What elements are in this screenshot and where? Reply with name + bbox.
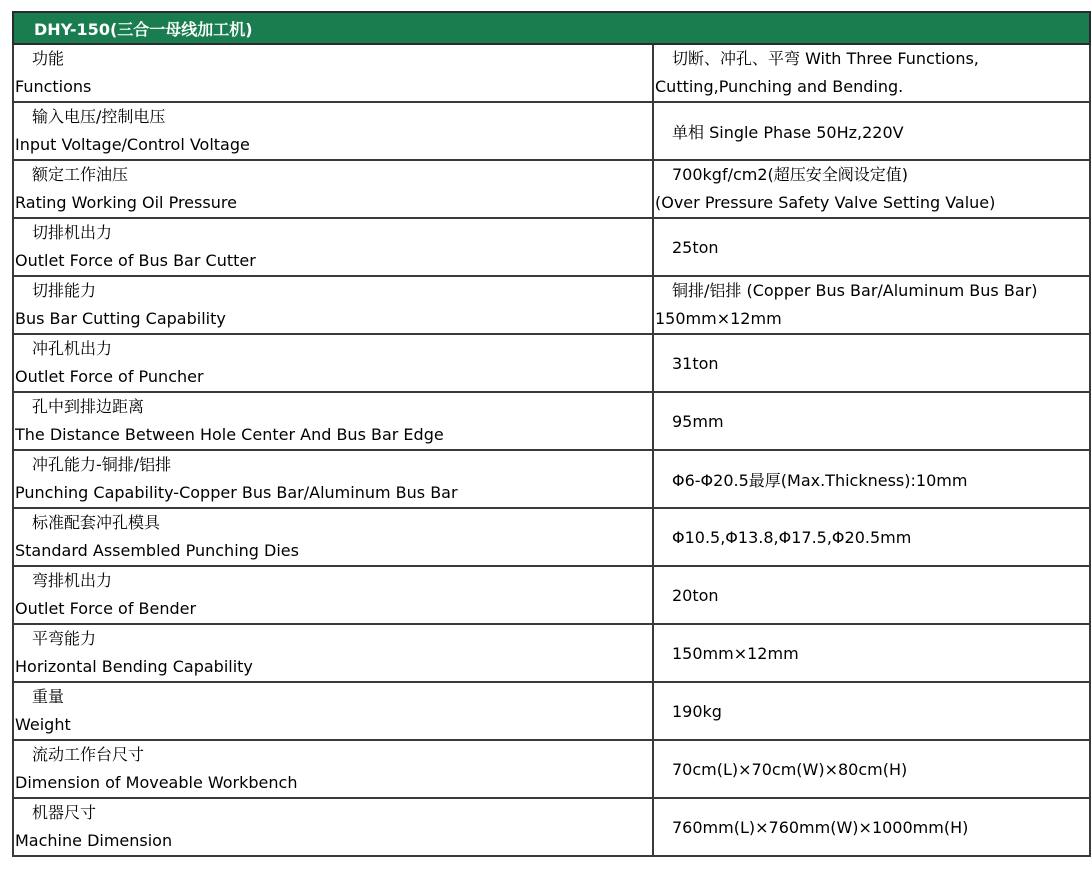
table-row — [13, 334, 1090, 392]
spec-label-cell — [13, 276, 653, 334]
spec-label-cn: 标准配套冲孔模具 — [32, 513, 161, 532]
spec-label-cell — [13, 740, 653, 798]
spec-label-cell — [13, 392, 653, 450]
spec-value-line1: 700kgf/cm2(超压安全阀设定值) — [672, 165, 909, 184]
spec-value: 31ton — [672, 353, 719, 373]
spec-value: 单相 Single Phase 50Hz,220V — [672, 122, 904, 142]
spec-label-en: Punching Capability-Copper Bus Bar/Aluminum Bus Bar — [15, 483, 458, 502]
spec-value-cell — [653, 102, 1090, 160]
spec-label-cn: 孔中到排边距离 — [32, 397, 145, 416]
spec-value-cell — [653, 624, 1090, 682]
spec-label-cell — [13, 334, 653, 392]
spec-value-cell — [653, 566, 1090, 624]
spec-value-cell — [653, 392, 1090, 450]
spec-value-line2: Cutting,Punching and Bending. — [655, 77, 904, 96]
spec-value-cell — [653, 218, 1090, 276]
spec-label-en: Outlet Force of Puncher — [15, 367, 204, 386]
spec-label-cell — [13, 102, 653, 160]
spec-value-cell — [653, 508, 1090, 566]
spec-table — [12, 11, 1091, 857]
spec-label-cn: 切排机出力 — [32, 223, 113, 242]
spec-label-cell — [13, 624, 653, 682]
table-row — [13, 44, 1090, 102]
spec-label-cn: 机器尺寸 — [32, 803, 97, 822]
spec-label-cn: 切排能力 — [32, 281, 97, 300]
spec-value-line2: (Over Pressure Safety Valve Setting Value) — [655, 193, 996, 212]
spec-value: Φ10.5,Φ13.8,Φ17.5,Φ20.5mm — [672, 527, 912, 547]
table-header-row — [13, 12, 1090, 44]
spec-label-en: The Distance Between Hole Center And Bus Bar Edge — [15, 425, 444, 444]
spec-value-line1: 铜排/铝排 (Copper Bus Bar/Aluminum Bus Bar) — [672, 281, 1038, 300]
spec-label-cn: 输入电压/控制电压 — [32, 107, 166, 126]
spec-value: 150mm×12mm — [672, 643, 799, 663]
table-row — [13, 566, 1090, 624]
spec-value-cell — [653, 44, 1090, 102]
spec-value-cell — [653, 450, 1090, 508]
table-row — [13, 392, 1090, 450]
spec-value: 20ton — [672, 585, 719, 605]
spec-value-cell — [653, 798, 1090, 856]
spec-value-line1: 切断、冲孔、平弯 With Three Functions, — [672, 49, 979, 68]
spec-label-cell — [13, 218, 653, 276]
spec-label-en: Input Voltage/Control Voltage — [15, 135, 250, 154]
spec-label-en: Rating Working Oil Pressure — [15, 193, 237, 212]
table-row — [13, 276, 1090, 334]
spec-label-en: Weight — [15, 715, 71, 734]
spec-label-cell — [13, 44, 653, 102]
spec-value-cell — [653, 334, 1090, 392]
spec-label-en: Machine Dimension — [15, 831, 173, 850]
table-row — [13, 218, 1090, 276]
spec-value-cell — [653, 276, 1090, 334]
spec-value: 190kg — [672, 701, 722, 721]
spec-label-en: Standard Assembled Punching Dies — [15, 541, 299, 560]
table-row — [13, 160, 1090, 218]
table-row — [13, 624, 1090, 682]
spec-label-cn: 功能 — [32, 49, 65, 68]
spec-value-cell — [653, 160, 1090, 218]
spec-value-line2: 150mm×12mm — [655, 309, 782, 328]
table-title: DHY-150(三合一母线加工机) — [13, 12, 1090, 44]
table-row — [13, 740, 1090, 798]
spec-label-cn: 冲孔能力-铜排/铝排 — [32, 455, 172, 474]
table-row — [13, 450, 1090, 508]
table-row — [13, 682, 1090, 740]
spec-label-cn: 额定工作油压 — [32, 165, 129, 184]
spec-label-cell — [13, 508, 653, 566]
spec-label-en: Functions — [15, 77, 92, 96]
spec-label-en: Horizontal Bending Capability — [15, 657, 253, 676]
spec-label-en: Outlet Force of Bender — [15, 599, 197, 618]
spec-label-cell — [13, 450, 653, 508]
spec-label-cn: 平弯能力 — [32, 629, 97, 648]
spec-value: 760mm(L)×760mm(W)×1000mm(H) — [672, 817, 969, 837]
spec-label-cell — [13, 566, 653, 624]
spec-value: 70cm(L)×70cm(W)×80cm(H) — [672, 759, 908, 779]
spec-label-en: Outlet Force of Bus Bar Cutter — [15, 251, 256, 270]
spec-value: 95mm — [672, 411, 724, 431]
spec-label-cn: 流动工作台尺寸 — [32, 745, 145, 764]
spec-label-cell — [13, 160, 653, 218]
spec-value-cell — [653, 740, 1090, 798]
spec-value: Φ6-Φ20.5最厚(Max.Thickness):10mm — [672, 470, 968, 490]
spec-value-cell — [653, 682, 1090, 740]
spec-label-en: Bus Bar Cutting Capability — [15, 309, 226, 328]
table-row — [13, 102, 1090, 160]
table-row — [13, 508, 1090, 566]
spec-label-cn: 重量 — [32, 687, 65, 706]
spec-value: 25ton — [672, 237, 719, 257]
spec-label-cell — [13, 798, 653, 856]
spec-label-en: Dimension of Moveable Workbench — [15, 773, 298, 792]
spec-label-cn: 冲孔机出力 — [32, 339, 113, 358]
spec-label-cell — [13, 682, 653, 740]
table-row — [13, 798, 1090, 856]
spec-label-cn: 弯排机出力 — [32, 571, 113, 590]
